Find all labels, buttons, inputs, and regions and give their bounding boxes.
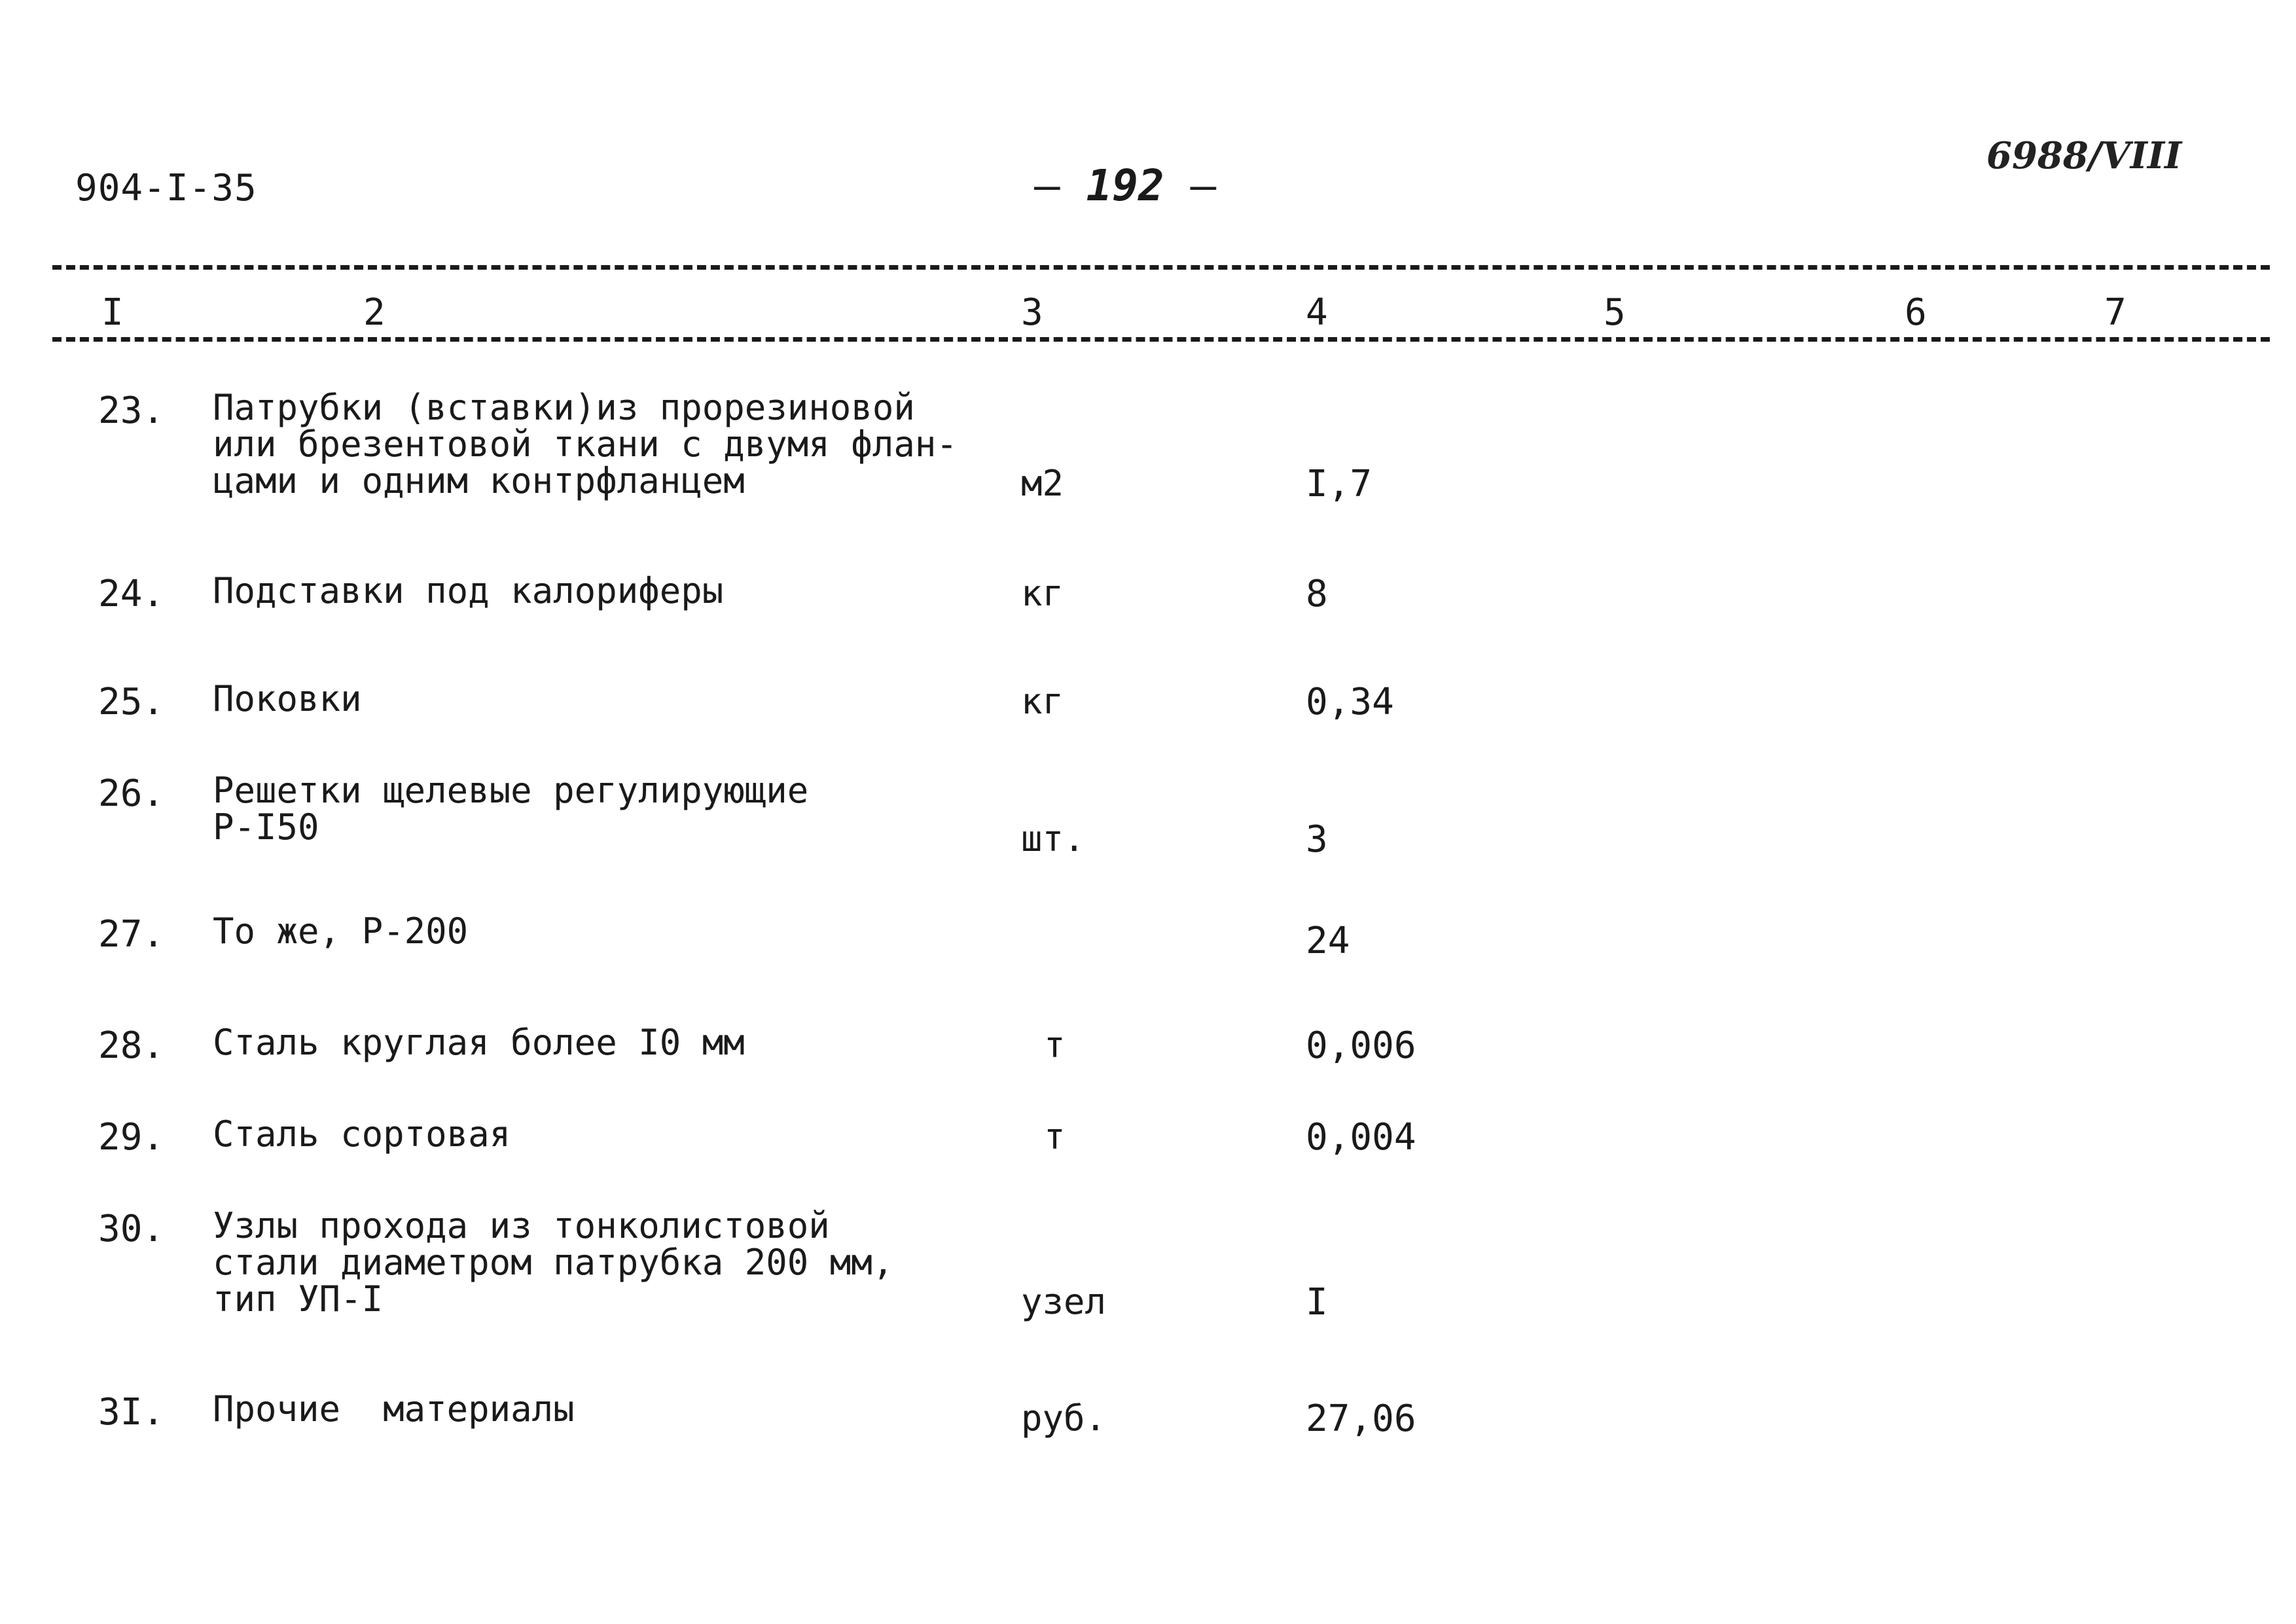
row-name: Патрубки (вставки)из прорезиновой или брезентовой ткани с двумя флан- цами и одним контрфланцем	[213, 387, 958, 501]
row-quantity: 8	[1306, 573, 1328, 615]
column-number-4: 4	[1306, 291, 1328, 334]
row-name: Узлы прохода из тонколистовой стали диаметром патрубка 200 мм, тип УП-I	[213, 1205, 894, 1320]
row-number: 28.	[98, 1024, 165, 1067]
row-unit: руб.	[1021, 1398, 1107, 1439]
column-number-7: 7	[2104, 291, 2126, 334]
row-name: Подставки под калориферы	[213, 570, 724, 611]
row-unit: шт.	[1021, 818, 1085, 859]
row-name: Сталь сортовая	[213, 1113, 511, 1155]
header-top-rule	[52, 265, 2270, 270]
column-number-1: I	[101, 291, 124, 334]
row-quantity: 27,06	[1306, 1398, 1416, 1440]
row-name: Сталь круглая более I0 мм	[213, 1022, 745, 1063]
header-bottom-rule	[52, 337, 2270, 342]
page-dash-left: –	[1034, 160, 1060, 211]
page-number	[1034, 160, 1216, 211]
column-number-2: 2	[363, 291, 386, 334]
row-quantity: 0,004	[1306, 1116, 1416, 1159]
column-number-6: 6	[1905, 291, 1927, 334]
column-number-5: 5	[1604, 291, 1626, 334]
row-unit: т	[1044, 1116, 1066, 1157]
row-number: 24.	[98, 573, 165, 615]
row-unit: т	[1044, 1024, 1066, 1066]
row-quantity: I	[1306, 1281, 1328, 1324]
document-code: 904-I-35	[75, 167, 257, 209]
row-number: 26.	[98, 772, 165, 815]
column-number-3: 3	[1021, 291, 1043, 334]
row-unit: узел	[1021, 1281, 1107, 1322]
archive-number: 6988/VIII	[1986, 134, 2182, 177]
row-name: Прочие материалы	[213, 1388, 575, 1430]
row-quantity: I,7	[1306, 463, 1372, 505]
row-number: 23.	[98, 389, 165, 432]
row-quantity: 0,006	[1306, 1024, 1416, 1067]
row-number: 25.	[98, 681, 165, 723]
row-name: Поковки	[213, 678, 362, 719]
row-quantity: 0,34	[1306, 681, 1394, 723]
row-unit: м2	[1021, 463, 1064, 504]
row-number: 29.	[98, 1116, 165, 1159]
row-unit: кг	[1021, 573, 1064, 614]
row-number: 27.	[98, 913, 165, 956]
row-name: Решетки щелевые регулирующие Р-I50	[213, 770, 809, 848]
row-number: 3I.	[98, 1391, 165, 1434]
page-dash-right: –	[1190, 160, 1217, 211]
row-quantity: 3	[1306, 818, 1328, 861]
row-unit: кг	[1021, 681, 1064, 722]
row-name: То же, Р-200	[213, 911, 469, 952]
row-number: 30.	[98, 1208, 165, 1250]
row-quantity: 24	[1306, 920, 1350, 962]
page-number-value: 192	[1086, 160, 1164, 211]
